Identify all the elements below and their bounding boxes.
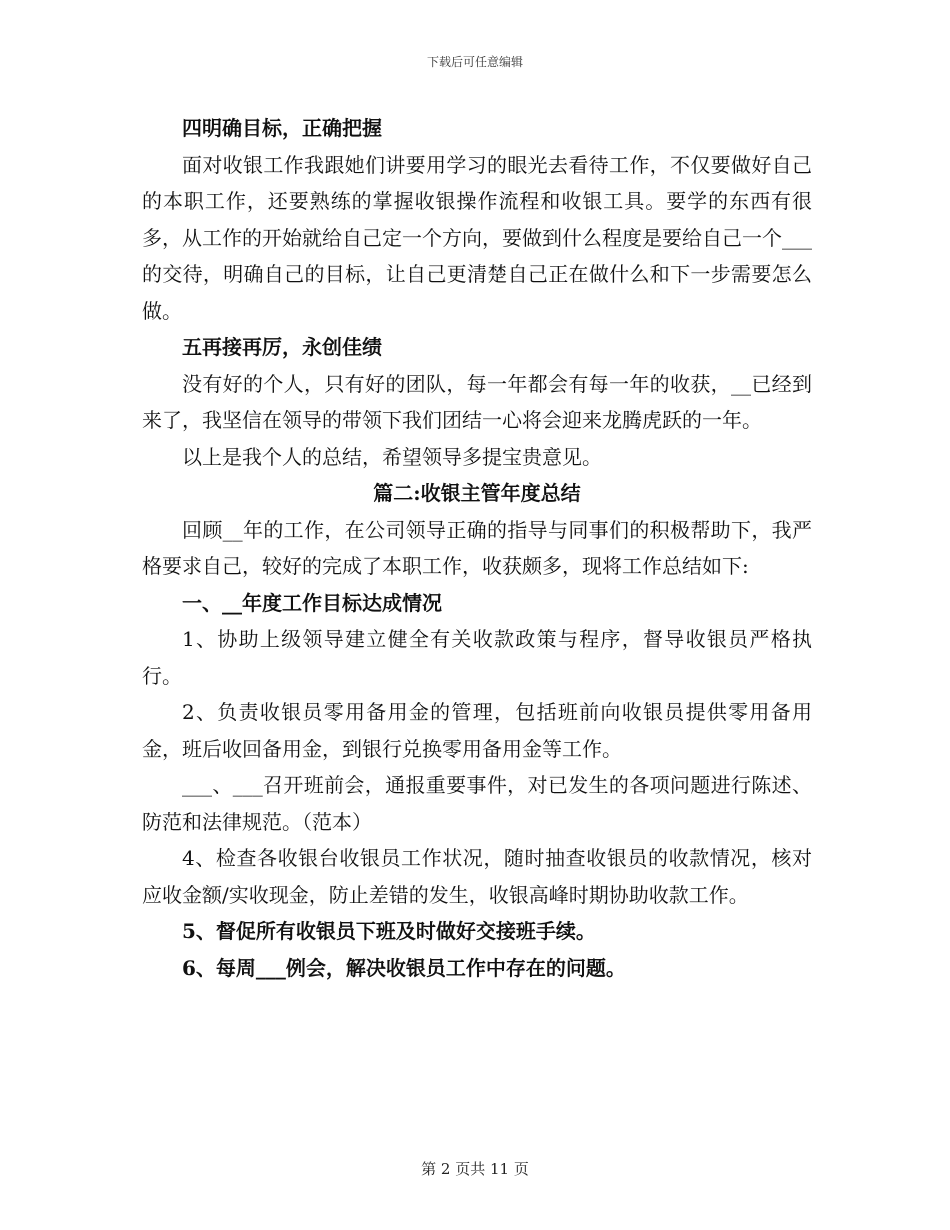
list-item-bold: 6、每周___例会，解决收银员工作中存在的问题。 bbox=[182, 955, 626, 980]
article-title: 篇二:收银主管年度总结 bbox=[373, 481, 581, 505]
document-body bbox=[142, 110, 812, 986]
list-item: 1、协助上级领导建立健全有关收款政策与程序，督导收银员严格执行。 bbox=[142, 627, 812, 688]
paragraph: 面对收银工作我跟她们讲要用学习的眼光去看待工作，不仅要做好自己的本职工作，还要熟练的掌握收银操作流程和收银工具。要学的东西有很多，从工作的开始就给自己定一个方向，要做到什么程度是要给自己一个___的交待，明确自己的目标，让自己更清楚自己正在做什么和下一步需要怎么做。 bbox=[142, 152, 812, 323]
page-footer: 第 2 页共 11 页 bbox=[421, 1160, 529, 1178]
list-item-bold: 5、督促所有收银员下班及时做好交接班手续。 bbox=[182, 919, 596, 943]
list-item: 2、负责收银员零用备用金的管理，包括班前向收银员提供零用备用金，班后收回备用金，到银行兑换零用备用金等工作。 bbox=[142, 700, 812, 761]
list-item: 4、检查各收银台收银员工作状况，随时抽查收银员的收款情况，核对应收金额/实收现金，防止差错的发生，收银高峰时期协助收款工作。 bbox=[142, 846, 812, 907]
paragraph: 回顾__年的工作，在公司领导正确的指导与同事们的积极帮助下，我严格要求自己，较好的完成了本职工作，收获颇多，现将工作总结如下: bbox=[142, 517, 812, 578]
section-heading: 五再接再厉，永创佳绩 bbox=[182, 335, 382, 359]
list-item: ___、___召开班前会，通报重要事件，对已发生的各项问题进行陈述、防范和法律规范。（范本） bbox=[142, 773, 812, 834]
paragraph: 以上是我个人的总结，希望领导多提宝贵意见。 bbox=[182, 444, 602, 469]
paragraph: 没有好的个人，只有好的团队，每一年都会有每一年的收获，__已经到来了，我坚信在领导的带领下我们团结一心将会迎来龙腾虎跃的一年。 bbox=[142, 371, 812, 432]
section-heading: 四明确目标，正确把握 bbox=[182, 116, 382, 140]
subsection-heading: 一、__年度工作目标达成情况 bbox=[182, 590, 442, 615]
page-header: 下载后可任意编辑 bbox=[426, 55, 523, 69]
